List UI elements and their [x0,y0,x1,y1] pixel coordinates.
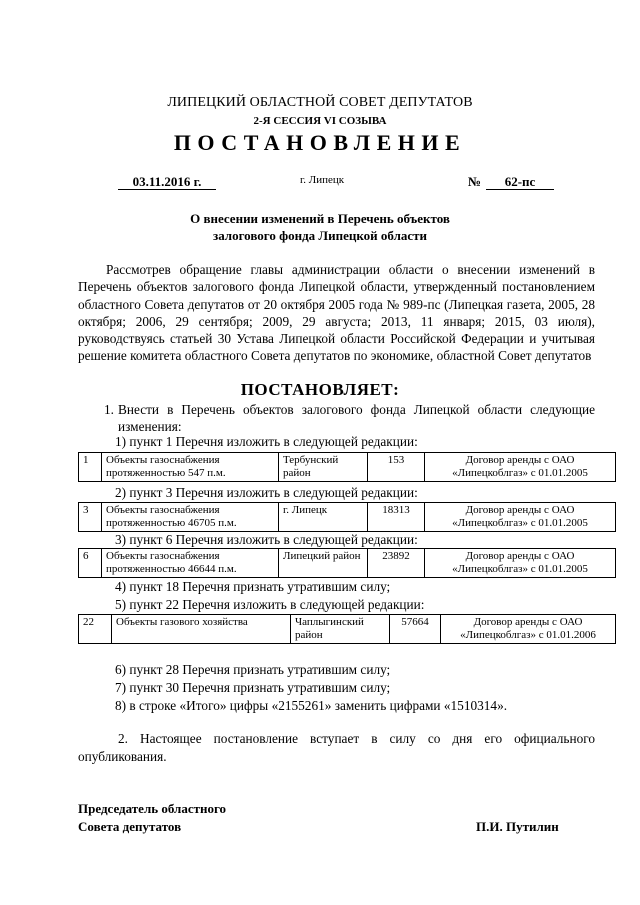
row-district: Липецкий район [279,549,368,578]
subject-line-1: О внесении изменений в Перечень объектов [190,211,450,226]
row-district: Чаплыгинский район [291,615,390,644]
resolves-heading: ПОСТАНОВЛЯЕТ: [240,380,400,399]
item-1 [104,401,595,435]
document-date: 03.11.2016 г. [118,174,216,190]
table-row [78,614,616,644]
document-type-title: ПОСТАНОВЛЕНИЕ [173,130,467,155]
item-1-number: 1. [104,402,114,417]
subitem-4: 4) пункт 18 Перечня признать утратившим силу; [115,579,391,594]
table-row [78,452,616,482]
subitem-1: 1) пункт 1 Перечня изложить в следующей редакции: [115,434,418,449]
document-city: г. Липецк [300,174,345,186]
session-label: 2-Я СЕССИЯ VI СОЗЫВА [253,115,387,127]
row-district: г. Липецк [279,503,368,532]
row-district: Тербунский район [279,453,368,482]
row-object: Объекты газоснабжения протяженностью 547 п.м. [102,453,279,482]
document-number: 62-пс [486,174,554,190]
row-value: 23892 [368,549,425,578]
row-object: Объекты газоснабжения протяженностью 46644 п.м. [102,549,279,578]
row-value: 153 [368,453,425,482]
subitem-8: 8) в строке «Итого» цифры «2155261» заменить цифрами «1510314». [115,698,508,713]
position-line-1: Председатель областного [78,801,227,816]
row-basis: Договор аренды с ОАО «Липецкоблгаз» с 01.01.2006 [441,615,616,644]
row-basis: Договор аренды с ОАО «Липецкоблгаз» с 01.01.2005 [425,453,616,482]
table-row [78,548,616,578]
row-object: Объекты газоснабжения протяженностью 46705 п.м. [102,503,279,532]
preamble-paragraph: Рассмотрев обращение главы администрации области о внесении изменений в Перечень объектов залогового фонда Липецкой области, утвержденный постановлением областного Совета депутатов от 20 октября 2005 года № 989-пс (Липецкая газета, 2005, 28 октября; 2006, 29 сентября; 2009, 29 августа; 2013, 11 января; 2015, 03 июля), руководствуясь статьей 30 Устава Липецкой области Российской Федерации и учитывая решение комитета областного Совета депутатов по экономике, областной Совет депутатов [78,262,595,364]
council-name: ЛИПЕЦКИЙ ОБЛАСТНОЙ СОВЕТ ДЕПУТАТОВ [167,95,473,110]
subitem-7: 7) пункт 30 Перечня признать утратившим силу; [115,680,391,695]
subitem-6: 6) пункт 28 Перечня признать утратившим силу; [115,662,391,677]
row-basis: Договор аренды с ОАО «Липецкоблгаз» с 01.01.2005 [425,503,616,532]
item-2-paragraph: 2. Настоящее постановление вступает в силу со дня его официального опубликования. [78,731,595,764]
position-line-2: Совета депутатов [78,819,182,834]
row-value: 18313 [368,503,425,532]
document-subject [0,210,640,244]
subject-line-2: залогового фонда Липецкой области [212,228,428,243]
row-number: 1 [79,453,102,482]
number-sign: № [468,174,482,189]
row-object: Объекты газового хозяйства [112,615,291,644]
subitem-5: 5) пункт 22 Перечня изложить в следующей редакции: [115,597,425,612]
row-value: 57664 [390,615,441,644]
signatory-position [78,800,226,836]
row-number: 6 [79,549,102,578]
signatory-name: П.И. Путилин [476,819,559,834]
subitem-3: 3) пункт 6 Перечня изложить в следующей редакции: [115,532,418,547]
table-row [78,502,616,532]
item-1-text: Внести в Перечень объектов залогового фонда Липецкой области следующие изменения: [118,402,595,434]
subitem-2: 2) пункт 3 Перечня изложить в следующей редакции: [115,485,418,500]
row-number: 3 [79,503,102,532]
row-basis: Договор аренды с ОАО «Липецкоблгаз» с 01.01.2005 [425,549,616,578]
row-number: 22 [79,615,112,644]
